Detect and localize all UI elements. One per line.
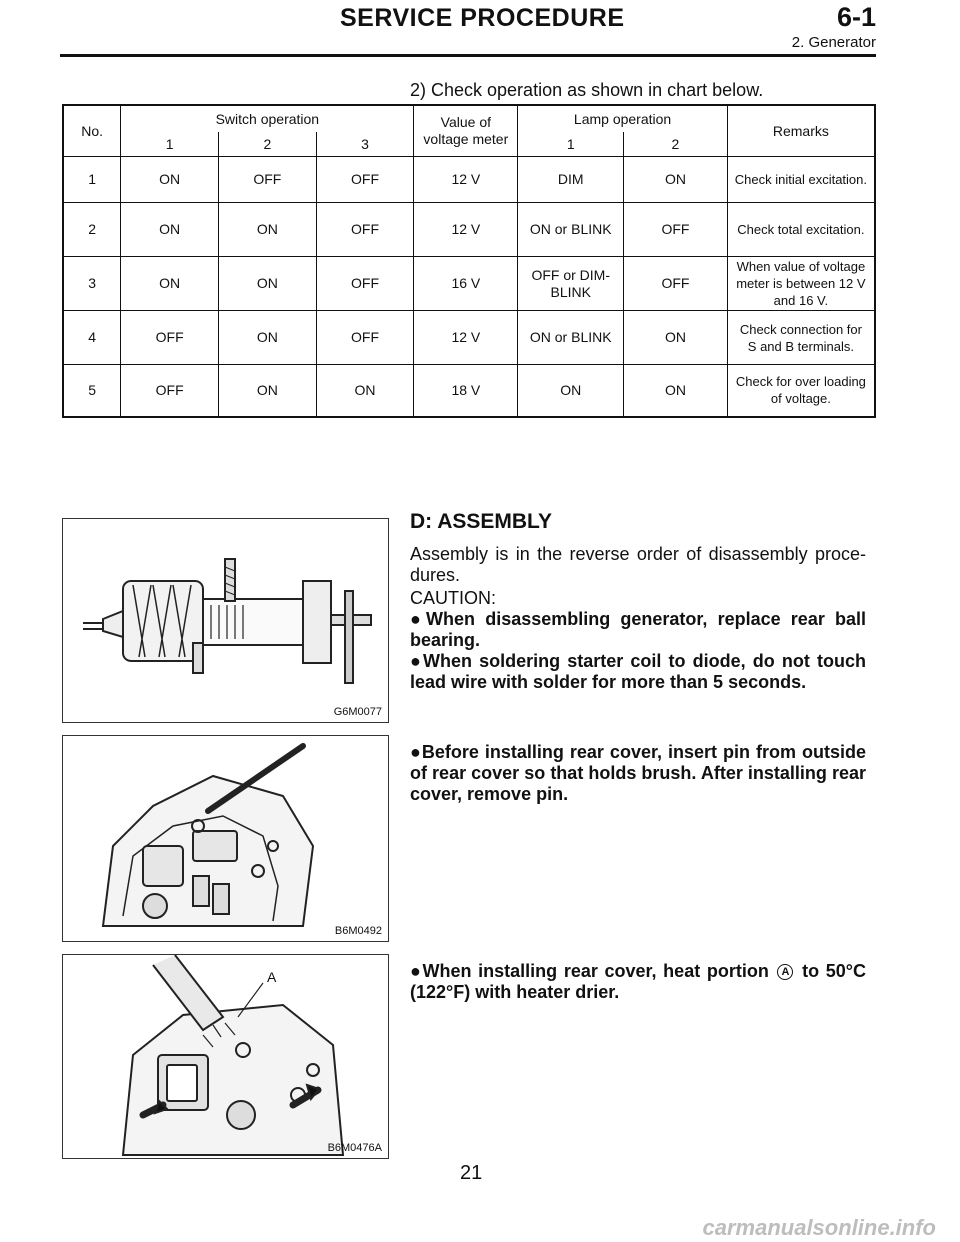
header-remarks: Remarks (727, 105, 875, 157)
table-cell-no: 1 (63, 157, 121, 203)
table-cell-no: 2 (63, 203, 121, 257)
figure-rear-cover-pin (62, 735, 389, 942)
table-cell-volt: 12 V (414, 311, 518, 365)
bullet-icon: ● (410, 651, 423, 671)
table-cell-volt: 18 V (414, 365, 518, 417)
table-cell-s2: ON (219, 365, 317, 417)
page-header-title: SERVICE PROCEDURE (340, 4, 625, 32)
table-cell-s3: ON (316, 365, 414, 417)
chart-intro-text: 2) Check operation as shown in chart below. (410, 80, 764, 100)
header-lamp-1: 1 (518, 132, 624, 157)
table-cell-volt: 12 V (414, 203, 518, 257)
table-cell-lamp2: OFF (624, 203, 728, 257)
rotor-puller-illustration (63, 519, 388, 722)
table-cell-no: 3 (63, 257, 121, 311)
table-row (63, 365, 875, 417)
table-cell-remarks: Check initial excitation. (727, 157, 875, 203)
rear-cover-illustration (63, 736, 388, 941)
header-lamp-operation: Lamp operation (518, 105, 727, 132)
table-cell-s1: ON (121, 157, 219, 203)
callout-label-a: A (267, 969, 277, 985)
table-cell-lamp2: ON (624, 157, 728, 203)
table-cell-no: 4 (63, 311, 121, 365)
table-cell-lamp1: DIM (518, 157, 624, 203)
table-cell-s3: OFF (316, 257, 414, 311)
figure-rotor-puller (62, 518, 389, 723)
bullet-icon: ● (410, 961, 423, 981)
table-row (63, 311, 875, 365)
operation-check-table (62, 104, 876, 418)
bullet-icon: ● (410, 742, 422, 762)
caution-item-2: ●When soldering starter coil to diode, do not touch lead wire with solder for more than 5 seconds. (410, 651, 866, 692)
table-cell-lamp2: OFF (624, 257, 728, 311)
section-name: 2. Generator (791, 34, 876, 51)
table-cell-remarks: Check total excitation. (727, 203, 875, 257)
circled-a-symbol: A (777, 964, 793, 980)
assembly-paragraph: Assembly is in the reverse order of disassembly proce-dures. (410, 544, 866, 585)
table-cell-s1: ON (121, 257, 219, 311)
caution-item-1: ●When disassembling generator, replace rear ball bearing. (410, 609, 867, 650)
table-cell-lamp1: ON or BLINK (518, 311, 624, 365)
table-cell-s1: OFF (121, 365, 219, 417)
table-cell-lamp1: ON (518, 365, 624, 417)
note-rear-cover-pin: ●Before installing rear cover, insert pin from outside of rear cover so that holds brush. After installing rear cover, remove pin. (410, 742, 866, 804)
header-voltage-meter: Value of voltage meter (414, 105, 518, 157)
table-cell-s2: ON (219, 203, 317, 257)
table-cell-s1: OFF (121, 311, 219, 365)
note-heat-rear-cover: ●When installing rear cover, heat portion A to 50°C (122°F) with heater drier. (410, 961, 866, 1002)
header-switch-1: 1 (121, 132, 219, 157)
table-cell-remarks: Check connection for S and B terminals. (727, 311, 875, 365)
table-cell-lamp2: ON (624, 365, 728, 417)
table-cell-volt: 12 V (414, 157, 518, 203)
caution-label: CAUTION: (410, 588, 497, 608)
header-switch-operation: Switch operation (121, 105, 414, 132)
page-number: 21 (460, 1162, 483, 1184)
assembly-heading: D: ASSEMBLY (410, 510, 552, 533)
table-row (63, 157, 875, 203)
header-divider (60, 54, 876, 57)
table-cell-s3: OFF (316, 157, 414, 203)
header-switch-2: 2 (219, 132, 317, 157)
table-cell-s1: ON (121, 203, 219, 257)
table-cell-volt: 16 V (414, 257, 518, 311)
header-lamp-2: 2 (624, 132, 728, 157)
table-cell-lamp2: ON (624, 311, 728, 365)
table-cell-s2: ON (219, 257, 317, 311)
table-cell-no: 5 (63, 365, 121, 417)
table-row (63, 203, 875, 257)
table-cell-lamp1: OFF or DIM-BLINK (518, 257, 624, 311)
table-cell-remarks: When value of voltage meter is between 12 V and 16 V. (727, 257, 875, 311)
table-cell-s3: OFF (316, 203, 414, 257)
heat-portion-illustration (63, 955, 388, 1158)
header-switch-3: 3 (316, 132, 414, 157)
table-cell-s2: ON (219, 311, 317, 365)
figure-code: B6M0492 (334, 925, 382, 937)
figure-heat-rear-cover (62, 954, 389, 1159)
chapter-number: 6-1 (836, 2, 876, 32)
table-row (63, 257, 875, 311)
figure-code: G6M0077 (333, 706, 382, 718)
watermark: carmanualsonline.info (702, 1215, 936, 1240)
table-cell-s3: OFF (316, 311, 414, 365)
figure-code: B6M0476A (327, 1142, 382, 1154)
bullet-icon: ● (410, 609, 427, 629)
header-no: No. (63, 105, 121, 157)
table-cell-lamp1: ON or BLINK (518, 203, 624, 257)
table-cell-s2: OFF (219, 157, 317, 203)
table-cell-remarks: Check for over loading of voltage. (727, 365, 875, 417)
